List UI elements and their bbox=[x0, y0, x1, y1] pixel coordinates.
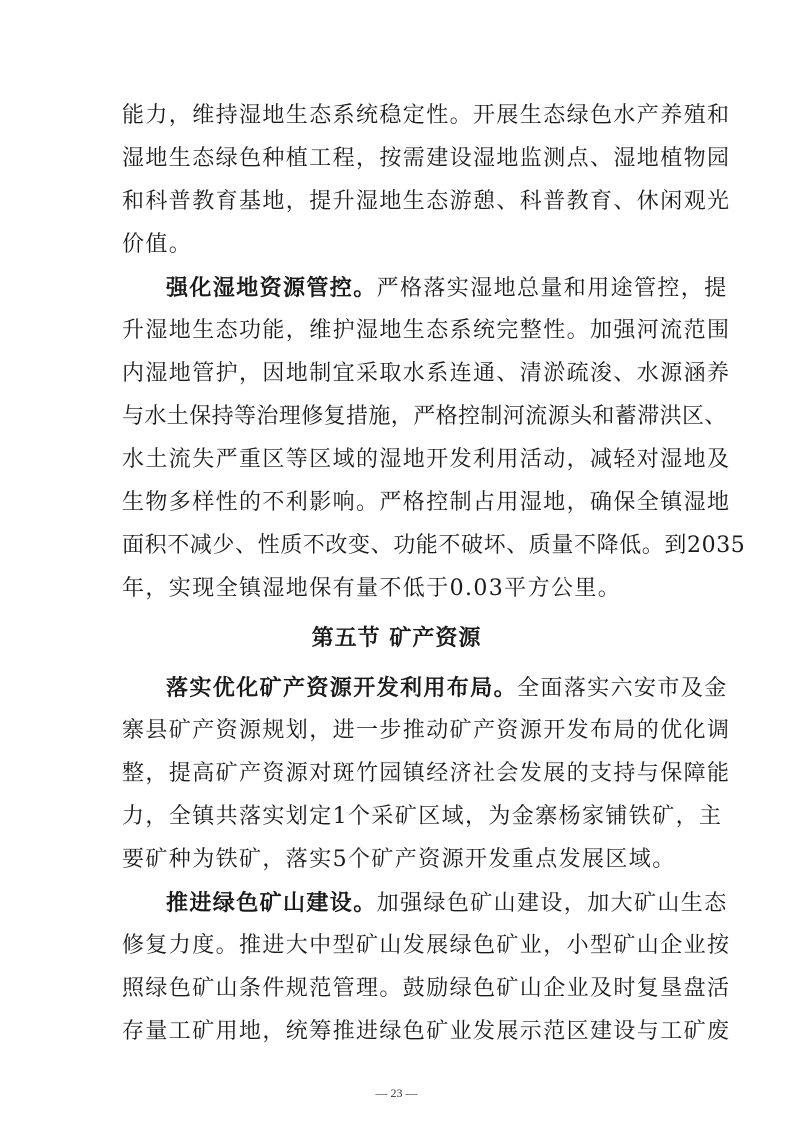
paragraph-line: 力，全镇共落实划定1个采矿区域，为金寨杨家铺铁矿，主 bbox=[122, 804, 723, 829]
paragraph-line: 水土流失严重区等区域的湿地开发利用活动，减轻对湿地及 bbox=[122, 447, 731, 472]
paragraph-line: 能力，维持湿地生态系统稳定性。开展生态绿色水产养殖和 bbox=[122, 103, 731, 128]
section-heading: 第五节 矿产资源 bbox=[311, 625, 482, 651]
paragraph-lead-heading: 强化湿地资源管控。 bbox=[166, 275, 377, 301]
paragraph-line: 湿地生态绿色种植工程，按需建设湿地监测点、湿地植物园 bbox=[122, 146, 731, 171]
paragraph-line: 与水土保持等治理修复措施，严格控制河流源头和蓄滞洪区、 bbox=[122, 404, 727, 429]
paragraph-line: 内湿地管护，因地制宜采取水系连通、清淤疏浚、水源涵养 bbox=[122, 361, 731, 386]
paragraph-line: 年，实现全镇湿地保有量不低于0.03平方公里。 bbox=[122, 576, 622, 601]
paragraph-first-line: 推进绿色矿山建设。加强绿色矿山建设，加大矿山生态 bbox=[166, 890, 728, 916]
paragraph-lead-heading: 推进绿色矿山建设。 bbox=[166, 890, 377, 916]
paragraph-line: 存量工矿用地，统筹推进绿色矿业发展示范区建设与工矿废 bbox=[122, 1019, 731, 1044]
paragraph-line: 价值。 bbox=[122, 232, 193, 257]
paragraph-line: 修复力度。推进大中型矿山发展绿色矿业，小型矿山企业按 bbox=[122, 933, 731, 958]
page-number: — 23 — bbox=[375, 1086, 418, 1100]
paragraph-line: 整，提高矿产资源对斑竹园镇经济社会发展的支持与保障能 bbox=[122, 761, 731, 786]
paragraph-line: 要矿种为铁矿，落实5个矿产资源开发重点发展区域。 bbox=[122, 847, 676, 872]
paragraph-lead-heading: 落实优化矿产资源开发利用布局。 bbox=[166, 675, 518, 701]
paragraph-line: 照绿色矿山条件规范管理。鼓励绿色矿山企业及时复垦盘活 bbox=[122, 976, 731, 1001]
paragraph-line: 升湿地生态功能，维护湿地生态系统完整性。加强河流范围 bbox=[122, 318, 731, 343]
paragraph-first-line: 强化湿地资源管控。严格落实湿地总量和用途管控，提 bbox=[166, 275, 728, 301]
paragraph-line: 面积不减少、性质不改变、功能不破坏、质量不降低。到2035 bbox=[122, 533, 746, 558]
paragraph-line: 和科普教育基地，提升湿地生态游憩、科普教育、休闲观光 bbox=[122, 189, 731, 214]
paragraph-first-line: 落实优化矿产资源开发利用布局。全面落实六安市及金 bbox=[166, 675, 728, 701]
paragraph-line: 生物多样性的不利影响。严格控制占用湿地，确保全镇湿地 bbox=[122, 490, 731, 515]
paragraph-line: 寨县矿产资源规划，进一步推动矿产资源开发布局的优化调 bbox=[122, 718, 731, 743]
